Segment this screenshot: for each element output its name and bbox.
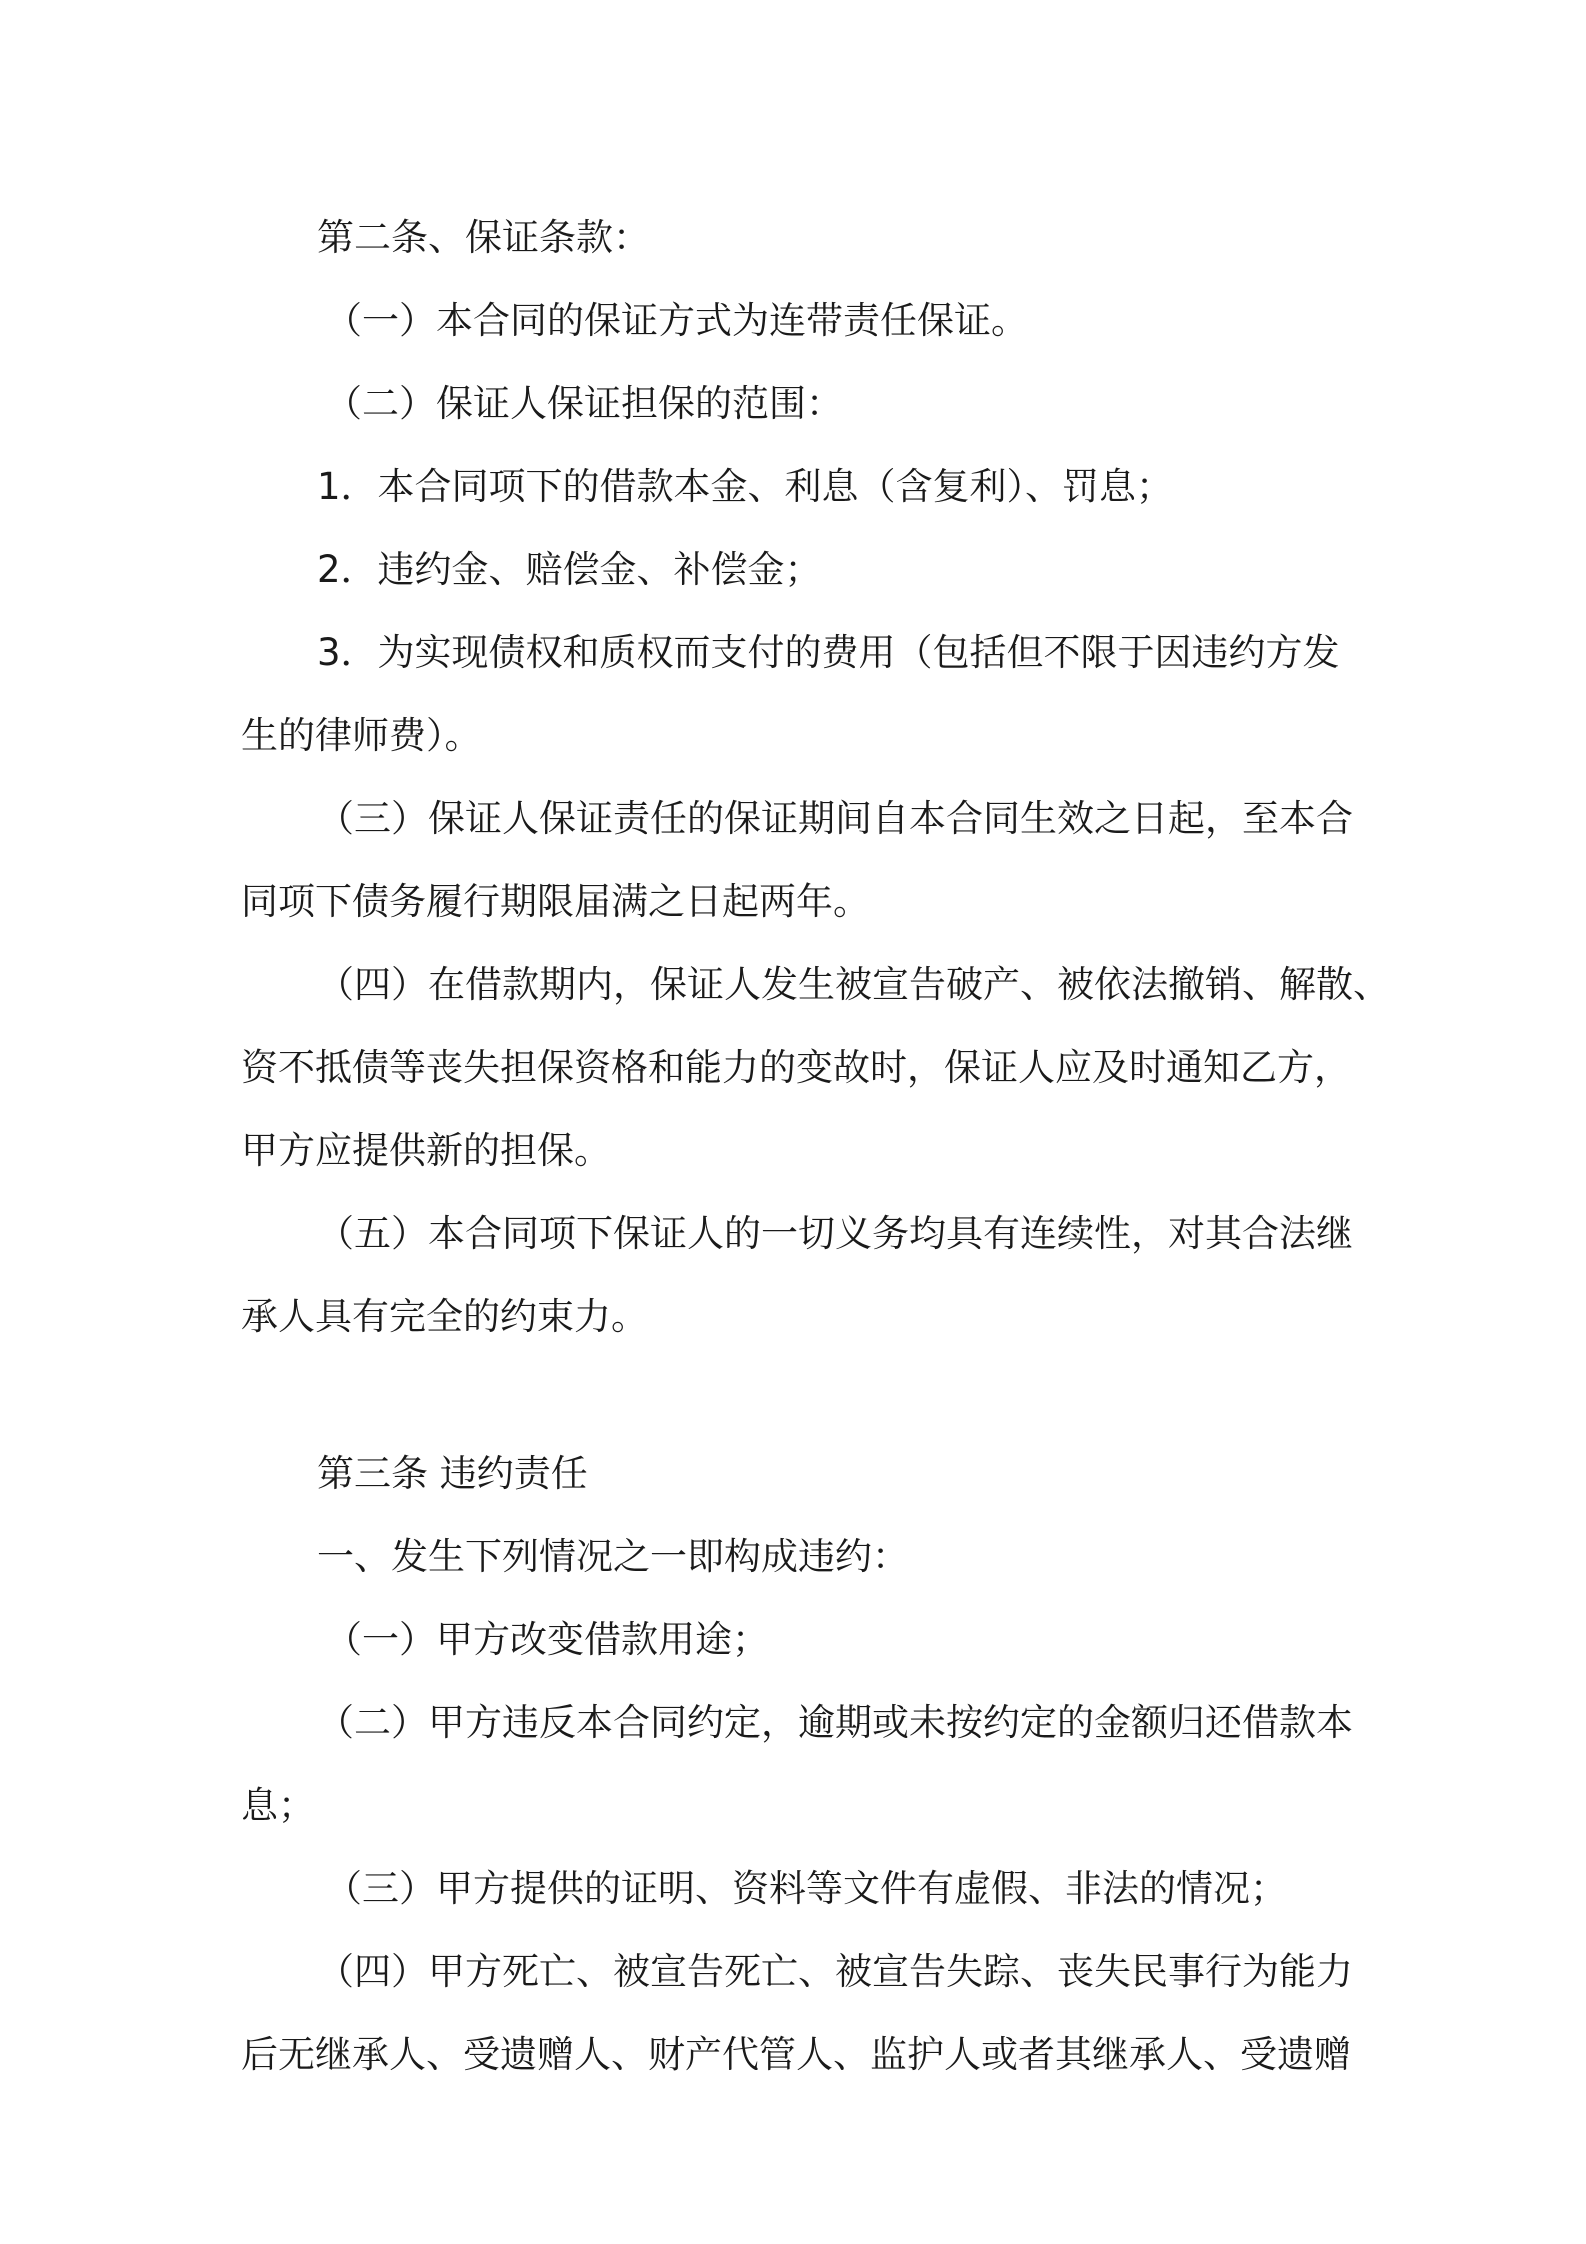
article-3-intro: 一、发生下列情况之一即构成违约： — [317, 1535, 909, 1578]
document-body — [241, 196, 1390, 2096]
article-2-sub-2: 2．违约金、赔偿金、补偿金； — [317, 548, 822, 591]
article-3-item-4-line-2: 后无继承人、受遗赠人、财产代管人、监护人或者其继承人、受遗赠 — [241, 2033, 1351, 2076]
article-2-sub-3-line-1: 3．为实现债权和质权而支付的费用（包括但不限于因违约方发 — [317, 631, 1340, 674]
article-3-item-2-line-2: 息； — [241, 1784, 315, 1827]
article-2-item-3-line-2: 同项下债务履行期限届满之日起两年。 — [241, 880, 870, 923]
article-2-heading: 第二条、保证条款： — [317, 216, 650, 259]
article-2-item-2: （二）保证人保证担保的范围： — [325, 382, 843, 425]
article-3-item-4-line-1: （四）甲方死亡、被宣告死亡、被宣告失踪、丧失民事行为能力 — [317, 1950, 1353, 1993]
article-3-heading: 第三条 违约责任 — [317, 1452, 588, 1495]
article-2-item-1: （一）本合同的保证方式为连带责任保证。 — [325, 299, 1028, 342]
article-2-item-4-line-3: 甲方应提供新的担保。 — [241, 1129, 611, 1172]
article-2-item-4-line-2: 资不抵债等丧失担保资格和能力的变故时，保证人应及时通知乙方， — [241, 1046, 1351, 1089]
article-3-item-2-line-1: （二）甲方违反本合同约定，逾期或未按约定的金额归还借款本 — [317, 1701, 1353, 1744]
article-2-item-4-line-1: （四）在借款期内，保证人发生被宣告破产、被依法撤销、解散、 — [317, 963, 1390, 1006]
article-2-sub-1: 1．本合同项下的借款本金、利息（含复利）、罚息； — [317, 465, 1174, 508]
article-2-item-5-line-1: （五）本合同项下保证人的一切义务均具有连续性，对其合法继 — [317, 1212, 1353, 1255]
article-3-item-1: （一）甲方改变借款用途； — [325, 1618, 769, 1661]
article-2-sub-3-line-2: 生的律师费）。 — [241, 714, 482, 757]
article-2-item-5-line-2: 承人具有完全的约束力。 — [241, 1295, 648, 1338]
article-3-item-3: （三）甲方提供的证明、资料等文件有虚假、非法的情况； — [325, 1867, 1287, 1910]
section-gap — [241, 1358, 1356, 1432]
article-2-item-3-line-1: （三）保证人保证责任的保证期间自本合同生效之日起，至本合 — [317, 797, 1353, 840]
